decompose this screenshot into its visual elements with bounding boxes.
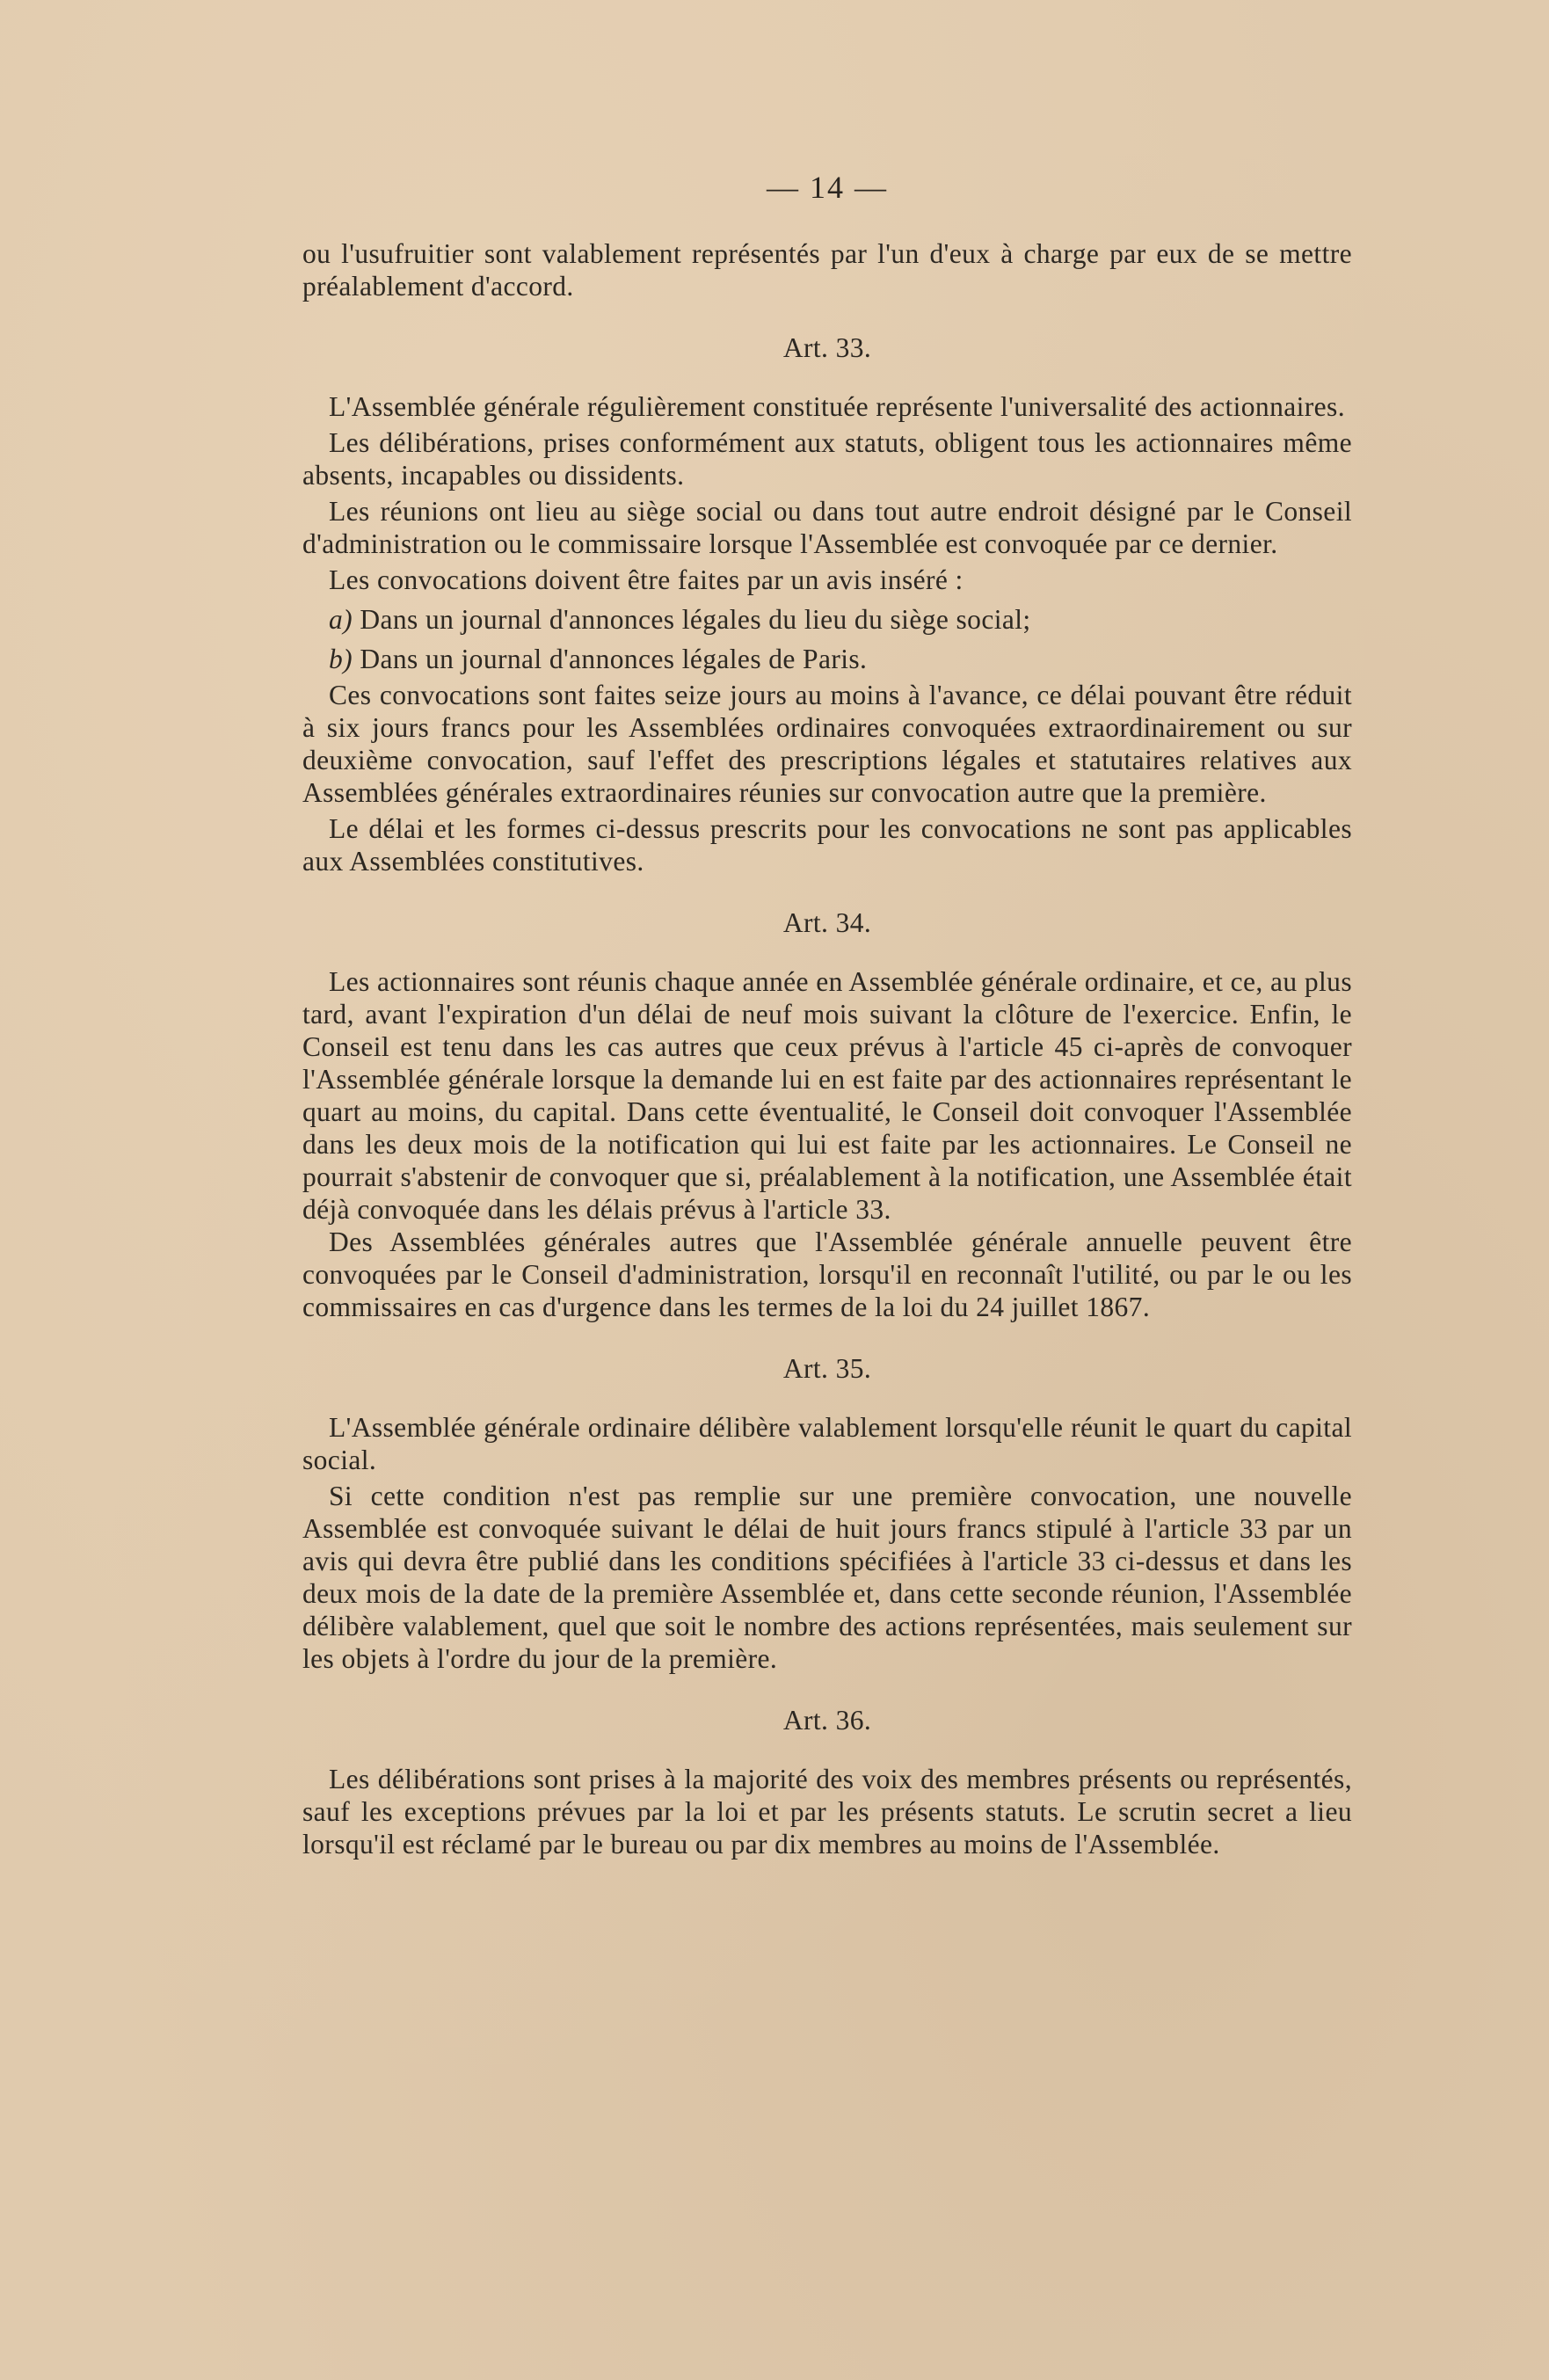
list-text-a: Dans un journal d'annonces légales du lieu du siège social; <box>360 604 1031 635</box>
intro-paragraph: ou l'usufruitier sont valablement représentés par l'un d'eux à charge par eux de se mettre préalablement d'accord. <box>302 238 1352 302</box>
article-34-paragraph-2: Des Assemblées générales autres que l'Assemblée générale annuelle peuvent être convoquées par le Conseil d'administration, lorsqu'il en reconnaît l'utilité, ou par le ou les commissaires en cas d'urgence dans les termes de la loi du 24 juillet 1867. <box>302 1226 1352 1322</box>
article-35-paragraph-2: Si cette condition n'est pas remplie sur une première convocation, une nouvelle Assemblée est convoquée suivant le délai de huit jours francs stipulé à l'article 33 par un avis qui devra être publié dans les conditions spécifiées à l'article 33 ci-dessus et dans les deux mois de la date de la première Assemblée et, dans cette seconde réunion, l'Assemblée délibère valablement, quel que soit le nombre des actions représentées, mais seulement sur les objets à l'ordre du jour de la première. <box>302 1481 1352 1674</box>
article-33-heading: Art. 33. <box>782 332 872 363</box>
article-36-paragraph-1: Les délibérations sont prises à la majorité des voix des membres présents ou représentés, sauf les exceptions prévues par la loi et par les présents statuts. Le scrutin secret a lieu lorsqu'il est réclamé par le bureau ou par dix membres au moins de l'Assemblée. <box>302 1764 1352 1860</box>
article-33-paragraph-4: Les convocations doivent être faites par un avis inséré : <box>329 564 964 595</box>
article-35-paragraph-1: L'Assemblée générale ordinaire délibère valablement lorsqu'elle réunit le quart du capital social. <box>302 1412 1352 1475</box>
list-letter-a: a) <box>329 604 353 635</box>
page-number: — 14 — <box>767 170 888 205</box>
list-text-b: Dans un journal d'annonces légales de Paris. <box>360 644 868 674</box>
article-33-list-item-a <box>302 603 1352 636</box>
article-34-paragraph-1: Les actionnaires sont réunis chaque année en Assemblée générale ordinaire, et ce, au plus tard, avant l'expiration d'un délai de neuf mois suivant la clôture de l'exercice. Enfin, le Conseil est tenu dans les cas autres que ceux prévus à l'article 45 ci-après de convoquer l'Assemblée générale lorsque la demande lui en est faite par des actionnaires représentant le quart au moins, du capital. Dans cette éventualité, le Conseil doit convoquer l'Assemblée dans les deux mois de la notification qui lui est faite par les actionnaires. Le Conseil ne pourrait s'abstenir de convoquer que si, préalablement à la notification, une Assemblée était déjà convoquée dans les délais prévus à l'article 33. <box>302 966 1352 1225</box>
article-33-paragraph-6: Le délai et les formes ci-dessus prescrits pour les convocations ne sont pas applicables aux Assemblées constitutives. <box>302 813 1352 877</box>
text-column <box>302 171 1352 1860</box>
article-35-heading: Art. 35. <box>782 1353 872 1384</box>
article-33-paragraph-3: Les réunions ont lieu au siège social ou dans tout autre endroit désigné par le Conseil d'administration ou le commissaire lorsque l'Assemblée est convoquée par ce dernier. <box>302 496 1352 559</box>
article-33-list-item-b <box>302 643 1352 675</box>
article-34-heading: Art. 34. <box>782 907 872 938</box>
article-36-heading: Art. 36. <box>782 1705 872 1736</box>
list-letter-b: b) <box>329 644 353 674</box>
article-33-paragraph-5: Ces convocations sont faites seize jours au moins à l'avance, ce délai pouvant être réduit à six jours francs pour les Assemblées ordinaires convoquées extraordinairement ou sur deuxième convocation, sauf l'effet des prescriptions légales et statutaires relatives aux Assemblées générales extraordinaires réunies sur convocation autre que la première. <box>302 680 1352 808</box>
article-33-paragraph-1: L'Assemblée générale régulièrement constituée représente l'universalité des actionnaires. <box>329 391 1345 422</box>
article-33-paragraph-2: Les délibérations, prises conformément aux statuts, obligent tous les actionnaires même absents, incapables ou dissidents. <box>302 427 1352 491</box>
